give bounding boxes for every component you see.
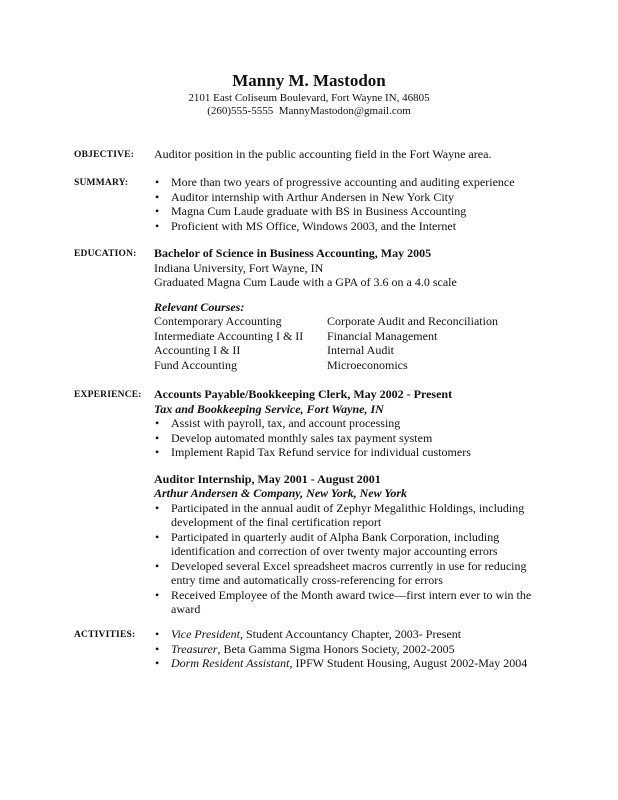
- education-section: [154, 246, 554, 372]
- education-label: EDUCATION:: [74, 249, 137, 259]
- bullet-icon: •: [155, 500, 160, 515]
- bullet-icon: •: [155, 641, 160, 656]
- course-item: Financial Management: [327, 328, 438, 343]
- activities-label: ACTIVITIES:: [74, 630, 136, 640]
- bullet-icon: •: [155, 656, 160, 670]
- list-item: • Received Employee of the Month award twice—first intern ever to win the award: [155, 587, 532, 616]
- bullet-icon: •: [155, 416, 160, 430]
- list-item: • Participated in the annual audit of Zephyr Megalithic Holdings, including development of the final certification report: [155, 500, 525, 529]
- list-item: • Developed several Excel spreadsheet macros currently in use for reducing entry time and automatically cross-referencing for errors: [155, 558, 527, 587]
- candidate-name: Manny M. Mastodon: [232, 71, 386, 90]
- school-name: Indiana University, Fort Wayne, IN: [154, 260, 324, 275]
- job-entry: [154, 472, 554, 617]
- job-company: Tax and Bookkeeping Service, Fort Wayne, IN: [154, 401, 384, 416]
- bullet-icon: •: [155, 175, 160, 189]
- job-company: Arthur Andersen & Company, New York, New York: [154, 486, 408, 500]
- courses-column-2: [327, 314, 554, 372]
- course-item: Fund Accounting: [154, 357, 237, 372]
- list-item: • Assist with payroll, tax, and account processing: [155, 416, 401, 430]
- activity-detail: , Beta Gamma Sigma Honors Society, 2002-2005: [217, 641, 455, 656]
- bullet-icon: •: [155, 445, 160, 459]
- bullet-icon: •: [155, 430, 160, 445]
- list-item: • Implement Rapid Tax Refund service for individual customers: [155, 445, 471, 459]
- experience-label: EXPERIENCE:: [74, 390, 142, 400]
- list-item: • Magna Cum Laude graduate with BS in Business Accounting: [155, 204, 467, 218]
- graduation-honors: Graduated Magna Cum Laude with a GPA of 3.6 on a 4.0 scale: [154, 275, 457, 289]
- list-item: • More than two years of progressive accounting and auditing experience: [155, 175, 515, 189]
- summary-label: SUMMARY:: [74, 178, 129, 188]
- experience-section: [154, 387, 554, 617]
- courses-column-1: [154, 314, 327, 372]
- courses-heading: Relevant Courses:: [154, 299, 245, 314]
- course-item: Accounting I & II: [154, 343, 241, 357]
- list-item: [154, 656, 554, 671]
- summary-list: [154, 175, 554, 233]
- contact-line: [0, 105, 618, 118]
- phone-number: (260)555-5555: [207, 105, 274, 117]
- objective-section: [154, 147, 554, 162]
- bullet-icon: •: [155, 189, 160, 204]
- objective-label: OBJECTIVE:: [74, 150, 135, 160]
- degree-title: Bachelor of Science in Business Accounting, May 2005: [154, 246, 432, 260]
- activities-list: [154, 627, 554, 671]
- bullet-icon: •: [155, 627, 160, 641]
- bullet-icon: •: [155, 218, 160, 233]
- courses-table: [154, 314, 554, 372]
- list-item: • Participated in quarterly audit of Alpha Bank Corporation, including identification and correction of over twenty major accounting errors: [155, 529, 500, 558]
- job-bullets: [154, 416, 554, 460]
- course-item: Intermediate Accounting I & II: [154, 328, 304, 343]
- address-line: 2101 East Coliseum Boulevard, Fort Wayne IN, 46805: [188, 92, 430, 104]
- activity-detail: , Student Accountancy Chapter, 2003- Present: [239, 627, 462, 641]
- list-item: [154, 627, 554, 642]
- course-item: Internal Audit: [327, 343, 394, 357]
- list-item: • Auditor internship with Arthur Andersen in New York City: [155, 189, 454, 204]
- list-item: • Develop automated monthly sales tax payment system: [155, 430, 433, 445]
- bullet-icon: •: [155, 529, 160, 544]
- list-item: [154, 642, 554, 657]
- activity-role: Vice President: [171, 627, 240, 641]
- job-entry: [154, 387, 554, 460]
- objective-text: Auditor position in the public accounting field in the Fort Wayne area.: [154, 147, 492, 161]
- job-title: Auditor Internship, May 2001 - August 2001: [154, 471, 381, 486]
- activity-role: Treasurer: [171, 641, 218, 656]
- course-item: Microeconomics: [327, 357, 408, 372]
- activities-section: [154, 627, 554, 671]
- email-address: MannyMastodon@gmail.com: [278, 105, 411, 117]
- bullet-icon: •: [155, 587, 160, 602]
- course-item: Contemporary Accounting: [154, 314, 282, 328]
- list-item: • Proficient with MS Office, Windows 2003, and the Internet: [155, 218, 457, 233]
- bullet-icon: •: [155, 204, 160, 218]
- activity-detail: , IPFW Student Housing, August 2002-May 2004: [289, 656, 528, 670]
- activity-role: Dorm Resident Assistant: [171, 656, 290, 670]
- summary-section: [154, 175, 554, 233]
- job-title: Accounts Payable/Bookkeeping Clerk, May 2002 - Present: [154, 387, 453, 401]
- bullet-icon: •: [155, 558, 160, 573]
- course-item: Corporate Audit and Reconciliation: [327, 314, 498, 328]
- job-bullets: [154, 501, 554, 617]
- resume-header: [0, 70, 618, 118]
